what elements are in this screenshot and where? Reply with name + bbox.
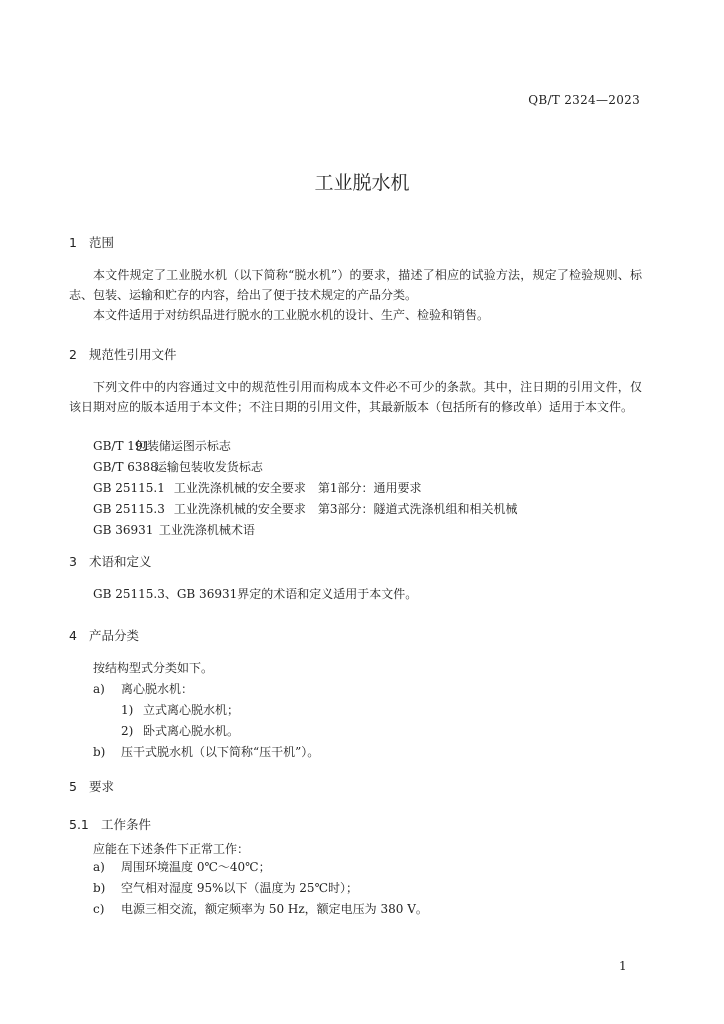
reference-item <box>93 479 421 496</box>
section-3-paragraph: GB 25115.3、GB 36931界定的术语和定义适用于本文件。 <box>93 587 418 601</box>
document-title: 工业脱水机 <box>314 172 410 194</box>
section-2-heading <box>69 345 177 363</box>
page-number: 1 <box>619 959 627 973</box>
list-item <box>93 680 193 697</box>
list-item-nested <box>121 701 239 718</box>
list-marker: b) <box>93 881 106 895</box>
reference-title: 工业洗涤机械的安全要求 第1部分：通用要求 <box>173 481 422 495</box>
section-1-paragraph-2: 本文件适用于对纺织品进行脱水的工业脱水机的设计、生产、检验和销售。 <box>93 308 490 322</box>
list-item-nested <box>121 722 239 739</box>
section-1-paragraph-1: 本文件规定了工业脱水机（以下简称“脱水机”）的要求，描述了相应的试验方法，规定了检验规则、标志、包装、运输和贮存的内容，给出了便于技术规定的产品分类。 <box>69 268 642 302</box>
list-text: 空气相对湿度 95%以下（温度为 25℃时）； <box>121 881 358 895</box>
reference-code: GB/T 6388 <box>93 460 158 474</box>
section-4-heading <box>69 626 139 644</box>
list-text: 电源三相交流，额定频率为 50 Hz，额定电压为 380 V。 <box>121 902 428 916</box>
list-marker: a) <box>93 860 105 874</box>
section-number: 3 <box>69 554 77 569</box>
subsection-title: 工作条件 <box>101 817 152 832</box>
section-number: 1 <box>69 235 77 250</box>
list-marker: a) <box>93 682 105 696</box>
list-text: 离心脱水机： <box>121 682 194 696</box>
section-2-intro: 下列文件中的内容通过文中的规范性引用而构成本文件必不可少的条款。其中，注日期的引用文件，仅该日期对应的版本适用于本文件；不注日期的引用文件，其最新版本（包括所有的修改单）适用于本文件。 <box>69 380 642 414</box>
section-4-intro: 按结构型式分类如下。 <box>93 661 214 675</box>
list-text: 压干式脱水机（以下简称“压干机”）。 <box>121 745 320 759</box>
subsection-intro: 应能在下述条件下正常工作： <box>93 842 250 856</box>
reference-item <box>93 500 517 517</box>
section-title: 要求 <box>89 779 115 794</box>
list-item <box>93 858 271 875</box>
list-item <box>93 900 428 917</box>
reference-item <box>93 437 231 454</box>
list-marker: b) <box>93 745 106 759</box>
reference-title: 工业洗涤机械术语 <box>158 523 255 537</box>
reference-code: GB 36931 <box>93 523 154 537</box>
reference-code: GB 25115.3 <box>93 502 165 516</box>
list-marker: 2) <box>121 724 134 738</box>
list-marker: c) <box>93 902 105 916</box>
list-text: 立式离心脱水机； <box>143 703 240 717</box>
section-1-heading <box>69 233 114 251</box>
list-marker: 1) <box>121 703 134 717</box>
list-item <box>93 743 319 760</box>
subsection-number: 5.1 <box>69 817 89 832</box>
reference-title: 包装储运图示标志 <box>134 439 231 453</box>
reference-code: GB 25115.1 <box>93 481 165 495</box>
list-text: 周围环境温度 0℃～40℃； <box>121 860 271 874</box>
section-number: 4 <box>69 628 77 643</box>
reference-title: 工业洗涤机械的安全要求 第3部分：隧道式洗涤机组和相关机械 <box>173 502 518 516</box>
reference-code: GB/T 191 <box>93 439 151 453</box>
section-5-heading <box>69 777 114 795</box>
list-item <box>93 879 358 896</box>
section-3-heading <box>69 552 152 570</box>
subsection-5-1-heading <box>69 815 151 833</box>
section-title: 范围 <box>89 235 115 250</box>
list-text: 卧式离心脱水机。 <box>143 724 240 738</box>
section-title: 规范性引用文件 <box>89 347 177 362</box>
section-title: 术语和定义 <box>89 554 152 569</box>
section-title: 产品分类 <box>89 628 140 643</box>
reference-title: 运输包装收发货标志 <box>154 460 263 474</box>
section-number: 5 <box>69 779 77 794</box>
reference-item <box>93 458 263 475</box>
standard-code: QB/T 2324—2023 <box>528 93 640 107</box>
section-number: 2 <box>69 347 77 362</box>
reference-item <box>93 521 255 538</box>
